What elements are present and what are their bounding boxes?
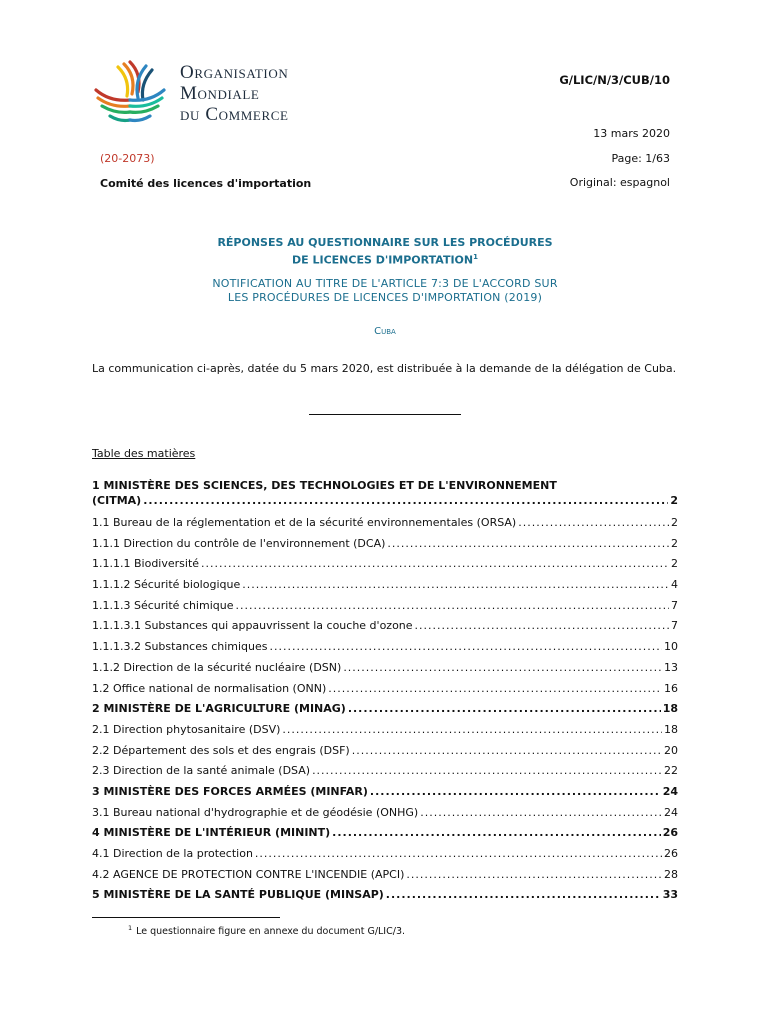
toc-entry-page: 26 [662,826,678,840]
table-of-contents [92,478,678,906]
country-name: Cuba [374,326,396,337]
toc-entry[interactable] [92,575,678,596]
toc-entry-label: 3 MINISTÈRE DES FORCES ARMÉES (MINFAR) [92,784,368,798]
toc-entry-page: 26 [664,847,678,860]
toc-leader-dots [348,699,661,720]
title-line2-wrap [100,250,670,268]
toc-leader-dots [201,554,669,575]
toc-entry-page: 33 [662,888,678,902]
toc-entry-page: 2 [671,536,678,550]
toc-entry-label: 1.1.1 Direction du contrôle de l'environnement (DCA) [92,536,386,550]
toc-entry-first[interactable] [92,478,678,513]
toc-leader-dots [415,616,669,637]
toc-entry-label: 1.1.1.3.2 Substances chimiques [92,640,268,654]
document-title [100,236,670,268]
toc-leader-dots [332,823,661,844]
toc-entry[interactable] [92,658,678,679]
committee-name: Comité des licences d'importation [100,177,312,190]
organization-name [180,62,289,125]
toc-leader-dots [312,761,662,782]
toc-leader-dots [242,575,669,596]
toc-leader-dots [255,844,662,865]
toc-entry-page: 13 [664,660,678,674]
wto-logo [90,58,170,130]
org-name-line1: Organisation [180,62,289,83]
toc-entry[interactable] [92,865,678,886]
title-footnote-ref[interactable]: 1 [473,253,478,261]
toc-entry-label: 2 MINISTÈRE DE L'AGRICULTURE (MINAG) [92,702,346,716]
toc-entry-page: 24 [664,805,678,819]
toc-entry-label: 5 MINISTÈRE DE LA SANTÉ PUBLIQUE (MINSAP) [92,888,384,902]
toc-heading: Table des matières [92,447,196,460]
toc-entry-page: 18 [662,702,678,716]
toc-entry-label: 3.1 Bureau national d'hydrographie et de géodésie (ONHG) [92,805,419,819]
toc-leader-dots [387,534,669,555]
toc-entry-page: 28 [664,867,678,881]
toc-entry-page: 2 [671,557,678,571]
toc-rows [92,513,678,906]
title-line2: DE LICENCES D'IMPORTATION [292,253,474,267]
toc-entry[interactable] [92,616,678,637]
toc-entry-first-line1: 1 MINISTÈRE DES SCIENCES, DES TECHNOLOGIES ET DE L'ENVIRONNEMENT [92,479,557,492]
toc-leader-dots [370,782,661,803]
subtitle-line2: LES PROCÉDURES DE LICENCES D'IMPORTATION (2019) [227,291,543,304]
toc-entry-page: 4 [671,578,678,592]
subtitle-line1: NOTIFICATION AU TITRE DE L'ARTICLE 7:3 DE L'ACCORD SUR [212,277,558,290]
org-name-line3: du Commerce [180,104,289,125]
toc-leader-dots [343,658,662,679]
toc-entry-label: 1.1.1.3 Sécurité chimique [92,598,234,612]
toc-entry-label: 1.1.1.2 Sécurité biologique [92,578,241,592]
toc-entry[interactable] [92,782,678,803]
toc-entry[interactable] [92,844,678,865]
toc-entry-page: 7 [671,598,678,612]
toc-entry-label: 1.1.2 Direction de la sécurité nucléaire (DSN) [92,660,342,674]
separator-rule [309,414,461,415]
toc-leader-dots [518,513,669,534]
toc-entry-label: 1.2 Office national de normalisation (ONN) [92,681,327,695]
footnote [128,924,405,937]
toc-entry-first-page: 2 [670,494,678,507]
toc-entry[interactable] [92,679,678,700]
toc-leader-dots [270,637,662,658]
toc-leader-dots [143,493,668,508]
toc-entry[interactable] [92,761,678,782]
toc-entry[interactable] [92,823,678,844]
toc-entry[interactable] [92,803,678,824]
footnote-text: Le questionnaire figure en annexe du document G/LIC/3. [136,926,406,938]
toc-entry-page: 16 [664,681,678,695]
toc-leader-dots [406,865,662,886]
toc-leader-dots [328,679,662,700]
title-line1: RÉPONSES AU QUESTIONNAIRE SUR LES PROCÉDURES [217,236,553,249]
toc-leader-dots [282,720,662,741]
toc-entry-label: 2.3 Direction de la santé animale (DSA) [92,764,311,778]
toc-leader-dots [386,885,661,906]
toc-entry-label: 2.1 Direction phytosanitaire (DSV) [92,722,281,736]
document-date: 13 mars 2020 [593,127,670,140]
toc-leader-dots [352,741,662,762]
toc-entry[interactable] [92,741,678,762]
toc-entry[interactable] [92,699,678,720]
toc-entry-page: 22 [664,764,678,778]
toc-entry[interactable] [92,637,678,658]
toc-entry-page: 7 [671,619,678,633]
toc-entry-label: 1.1.1.1 Biodiversité [92,557,200,571]
original-language: Original: espagnol [569,176,670,189]
toc-entry-label: 1.1 Bureau de la réglementation et de la sécurité environnementales (ORSA) [92,516,517,529]
footnote-rule [92,917,280,918]
toc-leader-dots [235,596,669,617]
toc-entry-page: 20 [664,743,678,757]
toc-entry[interactable] [92,596,678,617]
toc-entry[interactable] [92,885,678,906]
toc-entry-label: 4 MINISTÈRE DE L'INTÉRIEUR (MININT) [92,826,331,840]
org-name-line2: Mondiale [180,83,260,104]
logo-arc-yellow [118,67,128,96]
toc-entry-label: 1.1.1.3.1 Substances qui appauvrissent la couche d'ozone [92,619,413,633]
toc-entry[interactable] [92,720,678,741]
page-number: Page: 1/63 [611,152,670,165]
toc-entry-label: 4.1 Direction de la protection [92,847,253,860]
intro-paragraph: La communication ci-après, datée du 5 mars 2020, est distribuée à la demande de la délégation de Cuba. [92,362,677,375]
toc-entry[interactable] [92,513,678,534]
toc-entry-page: 2 [671,516,678,529]
logo-arc-darkblue [142,70,152,100]
document-subtitle [100,277,670,305]
toc-entry-label: 4.2 AGENCE DE PROTECTION CONTRE L'INCENDIE (APCI) [92,867,405,881]
toc-entry-label: 2.2 Département des sols et des engrais (DSF) [92,743,350,757]
job-number: (20-2073) [100,152,155,165]
toc-entry-page: 24 [662,784,678,798]
footnote-number: 1 [128,924,133,932]
toc-entry[interactable] [92,554,678,575]
toc-entry[interactable] [92,534,678,555]
document-symbol: G/LIC/N/3/CUB/10 [559,73,670,87]
toc-entry-page: 10 [664,640,678,654]
toc-leader-dots [420,803,662,824]
toc-entry-page: 18 [664,722,678,736]
toc-entry-first-line2-label: (CITMA) [92,494,142,507]
toc-entry-first-line2 [92,493,678,513]
